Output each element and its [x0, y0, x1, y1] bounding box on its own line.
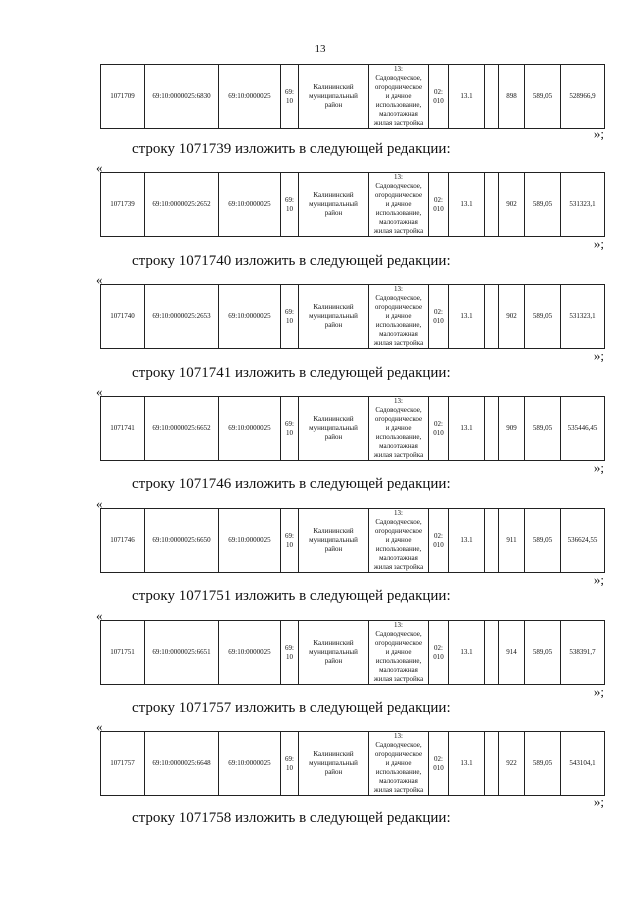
cell-id: 1071751 — [101, 621, 145, 685]
cell-district: Калининский муниципальный район — [299, 509, 369, 573]
cell-purpose: 13: Садоводческое, огородническое и дачное использование, малоэтажная жилая застройка — [369, 397, 429, 461]
cell-quarter: 69:10:0000025 — [219, 621, 281, 685]
cell-area: 902 — [499, 173, 525, 237]
table-row — [101, 621, 605, 685]
cell-cadastral: 69:10:0000025:2653 — [145, 285, 219, 349]
cell-group: 02: 010 — [429, 732, 449, 796]
cell-district: Калининский муниципальный район — [299, 285, 369, 349]
cell-purpose: 13: Садоводческое, огородническое и дачное использование, малоэтажная жилая застройка — [369, 509, 429, 573]
cell-district: Калининский муниципальный район — [299, 732, 369, 796]
instruction-text: строку 1071757 изложить в следующей редакции: — [132, 700, 451, 716]
cadastral-row-table — [100, 172, 605, 237]
instruction-text: строку 1071740 изложить в следующей редакции: — [132, 253, 451, 269]
quote-close: »; — [593, 236, 604, 251]
cell-subgroup: 13.1 — [449, 173, 485, 237]
cell-group: 02: 010 — [429, 173, 449, 237]
quote-open: « — [96, 384, 103, 399]
cell-value: 543104,1 — [561, 732, 605, 796]
cadastral-row-table — [100, 64, 605, 129]
cell-quarter: 69:10:0000025 — [219, 509, 281, 573]
cell-area: 922 — [499, 732, 525, 796]
cell-code: 69: 10 — [281, 621, 299, 685]
cell-purpose: 13: Садоводческое, огородническое и дачное использование, малоэтажная жилая застройка — [369, 65, 429, 129]
table-row — [101, 509, 605, 573]
table-row — [101, 285, 605, 349]
instruction-text: строку 1071741 изложить в следующей редакции: — [132, 365, 451, 381]
table-row — [101, 65, 605, 129]
cell-cadastral: 69:10:0000025:6651 — [145, 621, 219, 685]
cell-quarter: 69:10:0000025 — [219, 732, 281, 796]
cell-code: 69: 10 — [281, 285, 299, 349]
cell-district: Калининский муниципальный район — [299, 173, 369, 237]
cell-subgroup: 13.1 — [449, 397, 485, 461]
cell-purpose: 13: Садоводческое, огородническое и дачное использование, малоэтажная жилая застройка — [369, 285, 429, 349]
cell-rate: 589,05 — [525, 621, 561, 685]
cell-cadastral: 69:10:0000025:6648 — [145, 732, 219, 796]
cell-empty — [485, 285, 499, 349]
cell-group: 02: 010 — [429, 397, 449, 461]
cell-value: 538391,7 — [561, 621, 605, 685]
cell-cadastral: 69:10:0000025:2652 — [145, 173, 219, 237]
cell-purpose: 13: Садоводческое, огородническое и дачное использование, малоэтажная жилая застройка — [369, 173, 429, 237]
cell-empty — [485, 509, 499, 573]
page-number: 13 — [314, 43, 326, 55]
quote-close: »; — [593, 684, 604, 699]
cadastral-row-table — [100, 731, 605, 796]
cell-code: 69: 10 — [281, 509, 299, 573]
cell-code: 69: 10 — [281, 65, 299, 129]
quote-close: »; — [593, 348, 604, 363]
cadastral-row-table — [100, 620, 605, 685]
cell-empty — [485, 397, 499, 461]
cell-id: 1071740 — [101, 285, 145, 349]
cell-rate: 589,05 — [525, 285, 561, 349]
cell-value: 531323,1 — [561, 285, 605, 349]
table-row — [101, 732, 605, 796]
cell-group: 02: 010 — [429, 621, 449, 685]
quote-close: »; — [593, 460, 604, 475]
quote-open: « — [96, 608, 103, 623]
cell-district: Калининский муниципальный район — [299, 621, 369, 685]
cell-group: 02: 010 — [429, 509, 449, 573]
table-row — [101, 173, 605, 237]
cell-subgroup: 13.1 — [449, 285, 485, 349]
cell-code: 69: 10 — [281, 732, 299, 796]
cell-id: 1071709 — [101, 65, 145, 129]
cell-rate: 589,05 — [525, 397, 561, 461]
cell-area: 902 — [499, 285, 525, 349]
cell-code: 69: 10 — [281, 173, 299, 237]
cell-area: 914 — [499, 621, 525, 685]
cell-cadastral: 69:10:0000025:6652 — [145, 397, 219, 461]
cell-cadastral: 69:10:0000025:6830 — [145, 65, 219, 129]
cell-quarter: 69:10:0000025 — [219, 397, 281, 461]
cell-area: 898 — [499, 65, 525, 129]
cell-id: 1071741 — [101, 397, 145, 461]
cell-empty — [485, 621, 499, 685]
quote-close: »; — [593, 126, 604, 141]
cell-purpose: 13: Садоводческое, огородническое и дачное использование, малоэтажная жилая застройка — [369, 732, 429, 796]
cell-purpose: 13: Садоводческое, огородническое и дачное использование, малоэтажная жилая застройка — [369, 621, 429, 685]
cell-district: Калининский муниципальный район — [299, 397, 369, 461]
cell-area: 909 — [499, 397, 525, 461]
cell-area: 911 — [499, 509, 525, 573]
cadastral-row-table — [100, 284, 605, 349]
cell-quarter: 69:10:0000025 — [219, 173, 281, 237]
cell-value: 536624,55 — [561, 509, 605, 573]
cell-subgroup: 13.1 — [449, 65, 485, 129]
quote-open: « — [96, 496, 103, 511]
cell-group: 02: 010 — [429, 285, 449, 349]
quote-close: »; — [593, 572, 604, 587]
cell-subgroup: 13.1 — [449, 732, 485, 796]
cadastral-row-table — [100, 508, 605, 573]
cell-quarter: 69:10:0000025 — [219, 285, 281, 349]
cell-id: 1071746 — [101, 509, 145, 573]
cell-value: 535446,45 — [561, 397, 605, 461]
cell-id: 1071739 — [101, 173, 145, 237]
quote-open: « — [96, 160, 103, 175]
cell-id: 1071757 — [101, 732, 145, 796]
cell-value: 528966,9 — [561, 65, 605, 129]
cell-empty — [485, 732, 499, 796]
cell-district: Калининский муниципальный район — [299, 65, 369, 129]
cell-code: 69: 10 — [281, 397, 299, 461]
instruction-text: строку 1071751 изложить в следующей редакции: — [132, 588, 451, 604]
quote-open: « — [96, 719, 103, 734]
cell-rate: 589,05 — [525, 173, 561, 237]
cell-subgroup: 13.1 — [449, 509, 485, 573]
quote-open: « — [96, 272, 103, 287]
cell-quarter: 69:10:0000025 — [219, 65, 281, 129]
instruction-text: строку 1071758 изложить в следующей редакции: — [132, 810, 451, 826]
instruction-text: строку 1071739 изложить в следующей редакции: — [132, 141, 451, 157]
cell-rate: 589,05 — [525, 732, 561, 796]
cell-subgroup: 13.1 — [449, 621, 485, 685]
cell-value: 531323,1 — [561, 173, 605, 237]
instruction-text: строку 1071746 изложить в следующей редакции: — [132, 476, 451, 492]
cell-rate: 589,05 — [525, 65, 561, 129]
table-row — [101, 397, 605, 461]
cell-group: 02: 010 — [429, 65, 449, 129]
cell-empty — [485, 65, 499, 129]
cell-rate: 589,05 — [525, 509, 561, 573]
cell-cadastral: 69:10:0000025:6650 — [145, 509, 219, 573]
quote-close: »; — [593, 794, 604, 809]
cell-empty — [485, 173, 499, 237]
cadastral-row-table — [100, 396, 605, 461]
